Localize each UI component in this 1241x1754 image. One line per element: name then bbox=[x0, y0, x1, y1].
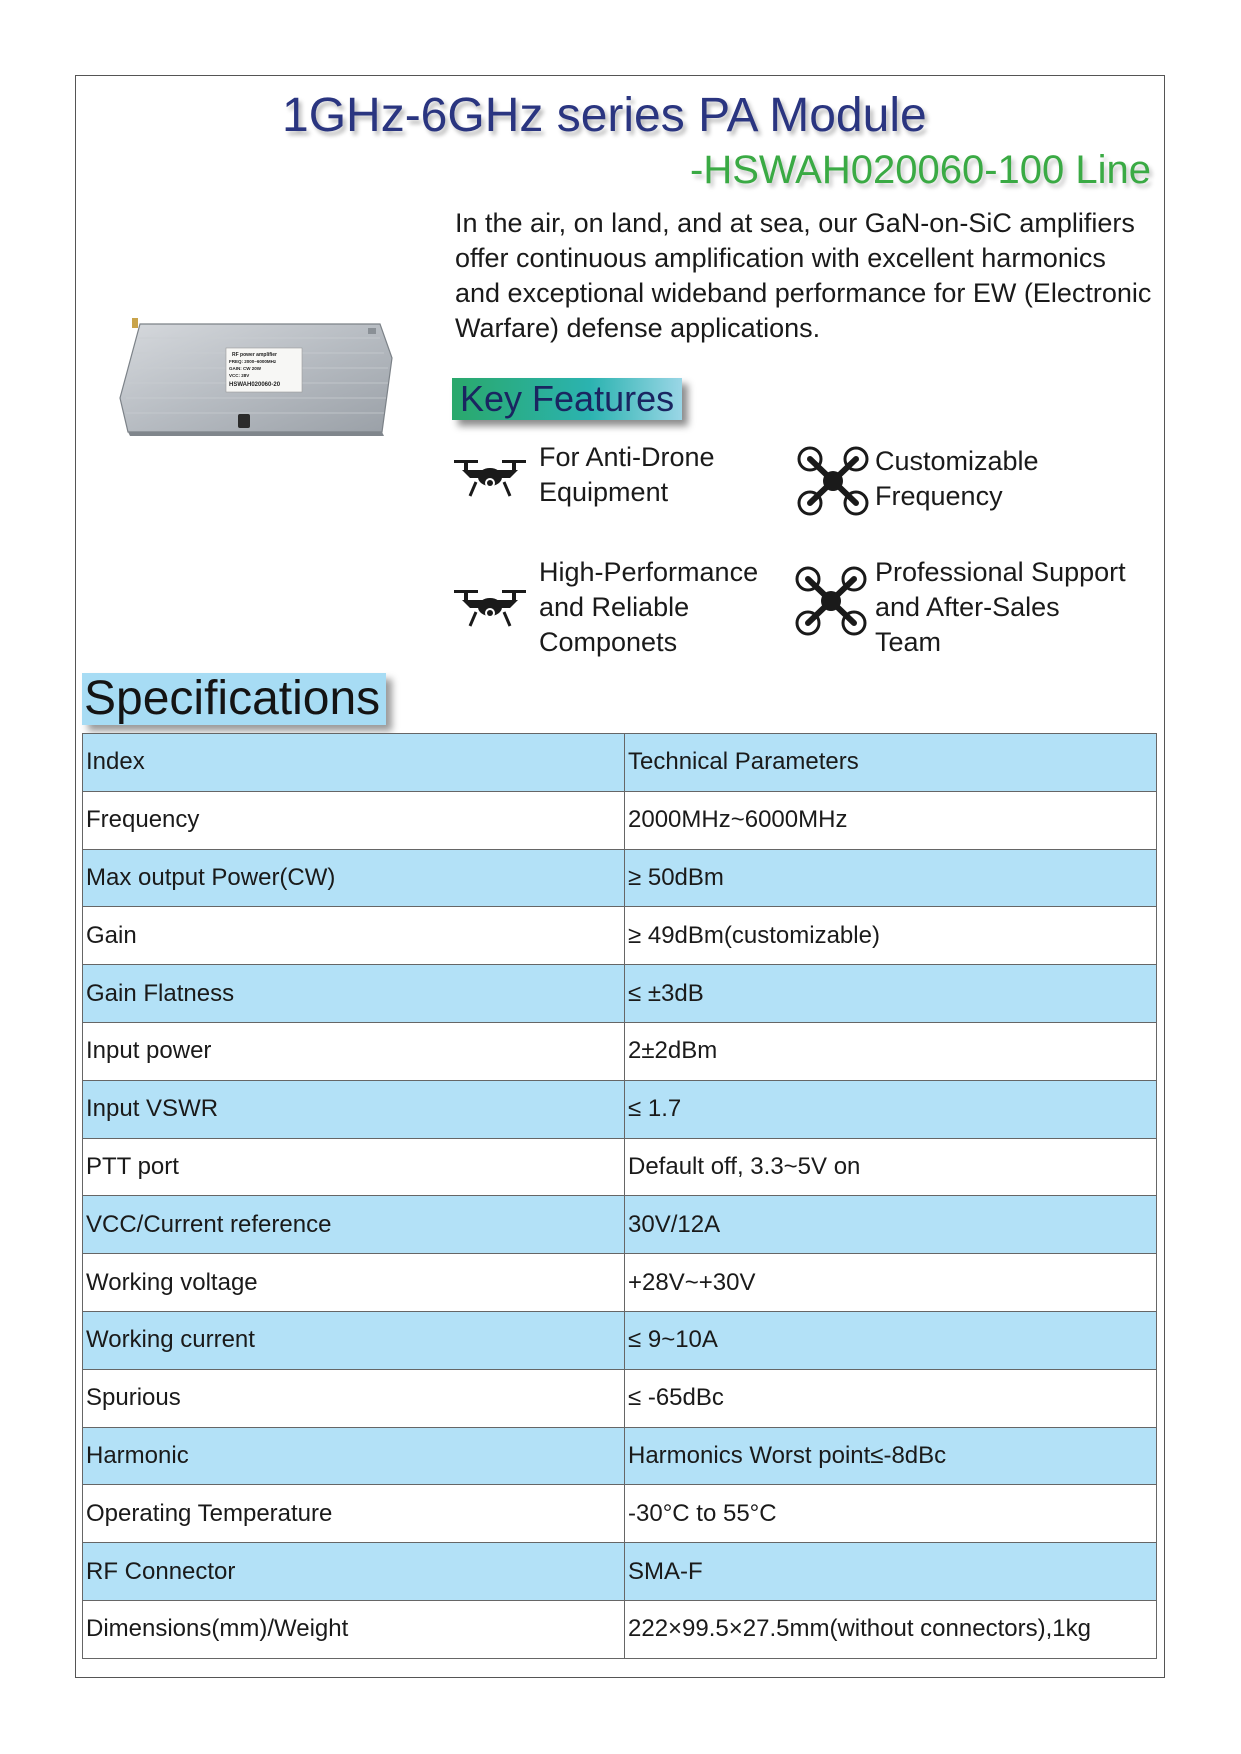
specifications-table bbox=[82, 733, 1157, 1659]
table-cell-value: ≥ 50dBm bbox=[625, 849, 1157, 907]
table-cell-index: Harmonic bbox=[83, 1427, 625, 1485]
table-cell-value: ≤ 9~10A bbox=[625, 1311, 1157, 1369]
feature-line: Componets bbox=[539, 627, 678, 657]
feature-line: and Reliable bbox=[539, 592, 690, 622]
table-cell-value: ≥ 49dBm(customizable) bbox=[625, 907, 1157, 965]
product-label-line: GAIN: CW 20W bbox=[229, 366, 261, 371]
table-cell-index: Input VSWR bbox=[83, 1080, 625, 1138]
table-cell-index: Operating Temperature bbox=[83, 1485, 625, 1543]
drone-side-icon bbox=[452, 582, 528, 632]
table-cell-index: Index bbox=[83, 734, 625, 792]
table-cell-value: ≤ ±3dB bbox=[625, 965, 1157, 1023]
table-row bbox=[83, 1600, 1157, 1658]
table-cell-value: -30°C to 55°C bbox=[625, 1485, 1157, 1543]
feature-line: and After-Sales bbox=[875, 592, 1060, 622]
table-cell-index: VCC/Current reference bbox=[83, 1196, 625, 1254]
feature-line: Team bbox=[875, 627, 942, 657]
table-row bbox=[83, 1369, 1157, 1427]
feature-line: Frequency bbox=[875, 481, 1003, 511]
table-cell-value: SMA-F bbox=[625, 1543, 1157, 1601]
table-cell-value: Technical Parameters bbox=[625, 734, 1157, 792]
table-cell-index: Spurious bbox=[83, 1369, 625, 1427]
table-row bbox=[83, 965, 1157, 1023]
product-label-line: FREQ: 2000~6000MHz bbox=[229, 359, 277, 364]
intro-paragraph: In the air, on land, and at sea, our GaN-on-SiC amplifiers offer continuous amplification with excellent harmonics and exceptional wideband performance for EW (Electronic Warfare) defense applications. bbox=[455, 208, 1152, 343]
table-cell-index: Gain bbox=[83, 907, 625, 965]
table-row bbox=[83, 1196, 1157, 1254]
table-row bbox=[83, 1022, 1157, 1080]
table-cell-value: 2000MHz~6000MHz bbox=[625, 791, 1157, 849]
table-row bbox=[83, 1080, 1157, 1138]
table-row bbox=[83, 849, 1157, 907]
product-label-line: HSWAH020060-20 bbox=[229, 382, 281, 388]
table-cell-index: Input power bbox=[83, 1022, 625, 1080]
table-row bbox=[83, 1427, 1157, 1485]
feature-line: Equipment bbox=[539, 477, 669, 507]
table-cell-index: Dimensions(mm)/Weight bbox=[83, 1600, 625, 1658]
feature-line: High-Performance bbox=[539, 557, 759, 587]
table-cell-index: Frequency bbox=[83, 791, 625, 849]
drone-side-icon bbox=[452, 452, 528, 502]
table-row bbox=[83, 1254, 1157, 1312]
table-cell-value: Default off, 3.3~5V on bbox=[625, 1138, 1157, 1196]
page-subtitle: -HSWAH020060-100 Line bbox=[690, 148, 1151, 192]
table-cell-index: PTT port bbox=[83, 1138, 625, 1196]
table-row bbox=[83, 734, 1157, 792]
quadcopter-top-icon bbox=[796, 446, 870, 516]
feature-customizable bbox=[875, 444, 1039, 514]
page-title: 1GHz-6GHz series PA Module bbox=[282, 89, 927, 142]
table-cell-value: ≤ -65dBc bbox=[625, 1369, 1157, 1427]
specifications-heading: Specifications bbox=[82, 673, 386, 725]
table-cell-index: Working current bbox=[83, 1311, 625, 1369]
table-row bbox=[83, 907, 1157, 965]
table-row bbox=[83, 1138, 1157, 1196]
product-label-line: RF power amplifier bbox=[232, 352, 278, 358]
table-cell-value: 222×99.5×27.5mm(without connectors),1kg bbox=[625, 1600, 1157, 1658]
table-cell-value: 30V/12A bbox=[625, 1196, 1157, 1254]
table-cell-value: Harmonics Worst point≤-8dBc bbox=[625, 1427, 1157, 1485]
table-row bbox=[83, 1485, 1157, 1543]
table-cell-value: 2±2dBm bbox=[625, 1022, 1157, 1080]
table-cell-index: RF Connector bbox=[83, 1543, 625, 1601]
feature-line: Customizable bbox=[875, 446, 1039, 476]
feature-high-performance bbox=[539, 555, 758, 660]
table-row bbox=[83, 791, 1157, 849]
table-row bbox=[83, 1311, 1157, 1369]
product-image bbox=[118, 318, 394, 438]
table-row bbox=[83, 1543, 1157, 1601]
table-cell-index: Gain Flatness bbox=[83, 965, 625, 1023]
table-cell-value: +28V~+30V bbox=[625, 1254, 1157, 1312]
feature-line: For Anti-Drone bbox=[539, 442, 715, 472]
quadcopter-top-icon bbox=[794, 566, 868, 636]
table-cell-index: Working voltage bbox=[83, 1254, 625, 1312]
feature-line: Professional Support bbox=[875, 557, 1126, 587]
feature-professional-support bbox=[875, 555, 1126, 660]
key-features-heading: Key Features bbox=[452, 378, 682, 420]
table-cell-value: ≤ 1.7 bbox=[625, 1080, 1157, 1138]
feature-anti-drone bbox=[539, 440, 715, 510]
product-label-line: VCC: 28V bbox=[229, 373, 250, 378]
table-cell-index: Max output Power(CW) bbox=[83, 849, 625, 907]
